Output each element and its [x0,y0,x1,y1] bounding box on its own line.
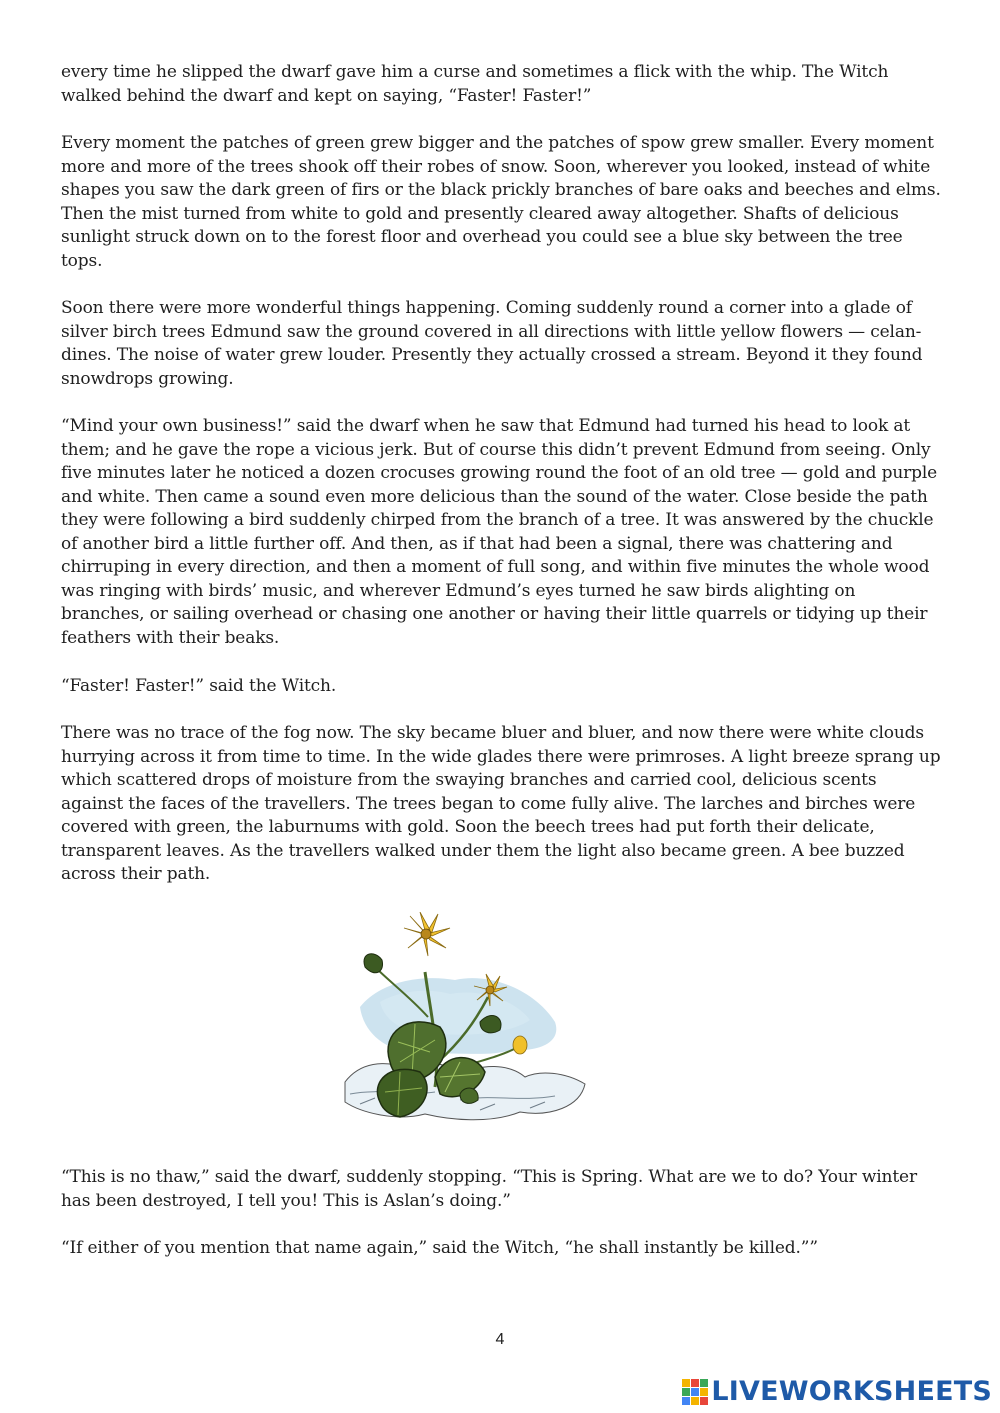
paragraph-3: Soon there were more wonderful things happening. Coming suddenly round a corner into a glade of silver birch trees Edmund saw the ground covered in all directions with little yellow flowers — celan-dines. The noise of water grew louder. Presently they actually crossed a stream. Beyond it they found snowdrops growing. [61,298,923,389]
paragraph-6: There was no trace of the fog now. The sky became bluer and bluer, and now there were white clouds hurrying across it from time to time. In the wide glades there were primroses. A light breeze sprang up which scattered drops of moisture from the swaying branches and carried cool, delicious scents against the faces of the travellers. The trees began to come fully alive. The larches and birches were covered with green, the laburnums with gold. Soon the beech trees had put forth their delicate, transparent leaves. As the travellers walked under them the light also became green. A bee buzzed across their path. [61,723,941,884]
paragraph-4: “Mind your own business!” said the dwarf when he saw that Edmund had turned his head to look at them; and he gave the rope a vicious jerk. But of course this didn’t prevent Edmund from seeing. Only five minutes later he noticed a dozen crocuses growing round the foot of an old tree — gold and purple and white. Then came a sound even more delicious than the sound of the water. Close beside the path they were following a bird suddenly chirped from the branch of a tree. It was answered by the chuckle of another bird a little further off. And then, as if that had been a signal, there was chattering and chirruping in every direction, and then a moment of full song, and within five minutes the whole wood was ringing with birds’ music, and wherever Edmund’s eyes turned he saw birds alighting on branches, or sailing overhead or chasing one another or having their little quarrels or tidying up their feathers with their beaks. [61,416,938,648]
paragraph-7: “This is no thaw,” said the dwarf, suddenly stopping. “This is Spring. What are we to do? Your winter has been destroyed, I tell you! This is Aslan’s doing.” [61,1167,917,1211]
paragraph-1: every time he slipped the dwarf gave him a curse and sometimes a flick with the whip. The Witch walked behind the dwarf and kept on saying, “Faster! Faster!” [61,62,889,106]
paragraph-5: “Faster! Faster!” said the Witch. [61,676,337,696]
paragraph-2: Every moment the patches of green grew bigger and the patches of spow grew smaller. Every moment more and more of the trees shook off their robes of snow. Soon, wherever you looked, instead of white shapes you saw the dark green of firs or the black prickly branches of bare oaks and beeches and elms. Then the mist turned from white to gold and presently cleared away altogether. Shafts of delicious sunlight struck down on to the forest floor and overhead you could see a blue sky between the tree tops. [61,133,941,271]
liveworksheets-brand[interactable] [682,1376,992,1408]
page-number: 4 [495,1331,505,1348]
celandine-flower-illustration [340,912,590,1132]
liveworksheets-logo-icon [682,1379,708,1405]
paragraph-8: “If either of you mention that name again,” said the Witch, “he shall instantly be killed.”” [61,1238,818,1258]
brand-name: LIVEWORKSHEETS [711,1376,992,1407]
